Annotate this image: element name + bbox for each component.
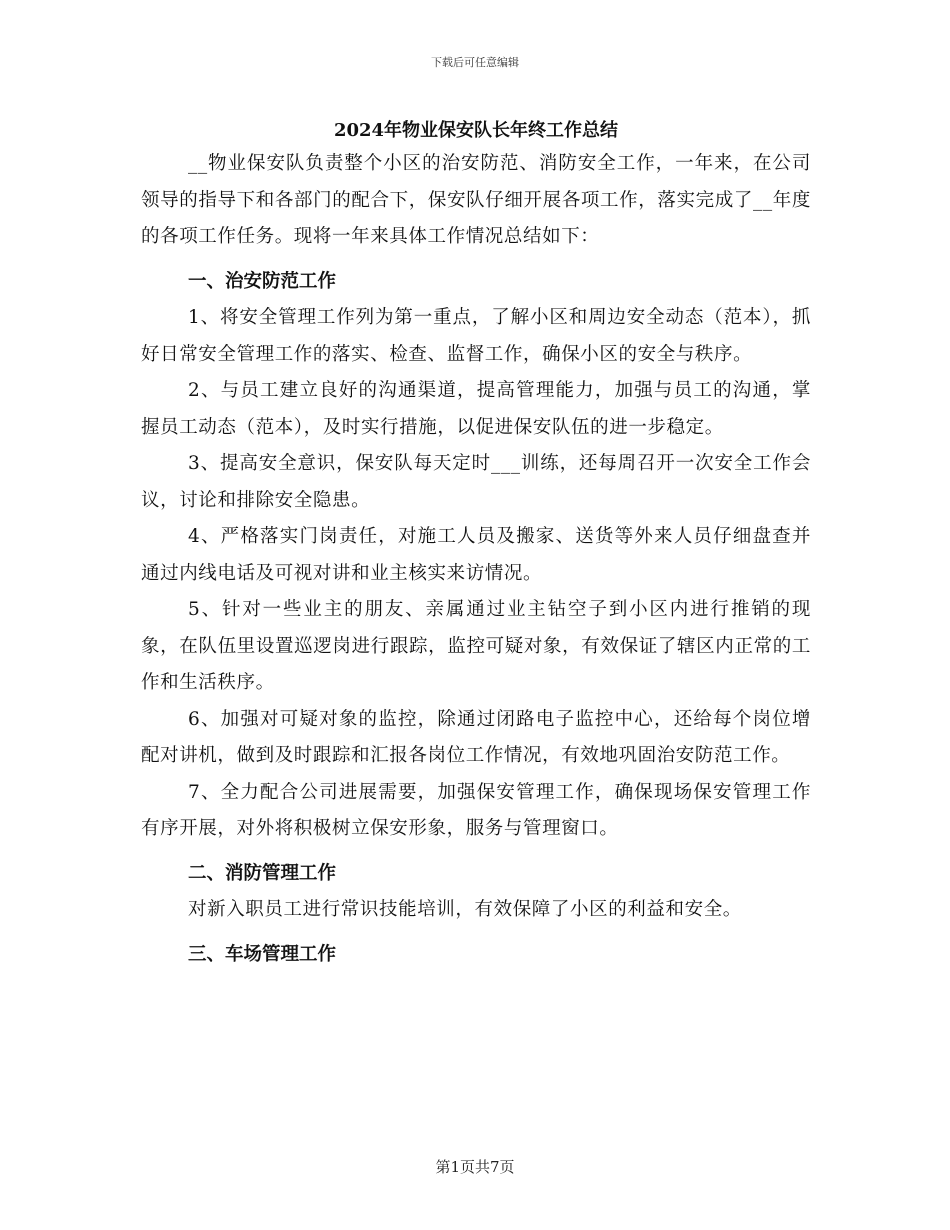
page-header: 下载后可任意编辑 <box>431 56 519 69</box>
list-item: 6、加强对可疑对象的监控，除通过闭路电子监控中心，还给每个岗位增配对讲机，做到及时跟踪和汇报各岗位工作情况，有效地巩固治安防范工作。 <box>141 708 811 766</box>
section-heading-fire-safety: 二、消防管理工作 <box>188 862 337 884</box>
list-item: 7、全力配合公司进展需要，加强保安管理工作，确保现场保安管理工作有序开展，对外将积极树立保安形象，服务与管理窗口。 <box>141 781 811 839</box>
document-title: 2024年物业保安队长年终工作总结 <box>333 120 619 141</box>
list-item: 3、提高安全意识，保安队每天定时___训练，还每周召开一次安全工作会议，讨论和排除安全隐患。 <box>141 453 811 511</box>
fire-safety-paragraph: 对新入职员工进行常识技能培训，有效保障了小区的利益和安全。 <box>188 899 742 920</box>
list-item: 1、将安全管理工作列为第一重点，了解小区和周边安全动态（范本），抓好日常安全管理工作的落实、检查、监督工作，确保小区的安全与秩序。 <box>141 307 811 365</box>
section-heading-parking: 三、车场管理工作 <box>188 943 337 965</box>
list-item: 5、针对一些业主的朋友、亲属通过业主钻空子到小区内进行推销的现象，在队伍里设置巡逻岗进行跟踪，监控可疑对象，有效保证了辖区内正常的工作和生活秩序。 <box>141 599 811 693</box>
page-footer: 第1页共7页 <box>435 1158 515 1176</box>
document-body <box>141 116 811 973</box>
section-heading-public-security: 一、治安防范工作 <box>188 270 337 292</box>
intro-paragraph: __物业保安队负责整个小区的治安防范、消防安全工作，一年来，在公司领导的指导下和各部门的配合下，保安队仔细开展各项工作，落实完成了__年度的各项工作任务。现将一年来具体工作情况总结如下： <box>141 153 811 247</box>
list-item: 2、与员工建立良好的沟通渠道，提高管理能力，加强与员工的沟通，掌握员工动态（范本），及时实行措施，以促进保安队伍的进一步稳定。 <box>141 380 811 438</box>
list-item: 4、严格落实门岗责任，对施工人员及搬家、送货等外来人员仔细盘查并通过内线电话及可视对讲和业主核实来访情况。 <box>141 526 811 584</box>
